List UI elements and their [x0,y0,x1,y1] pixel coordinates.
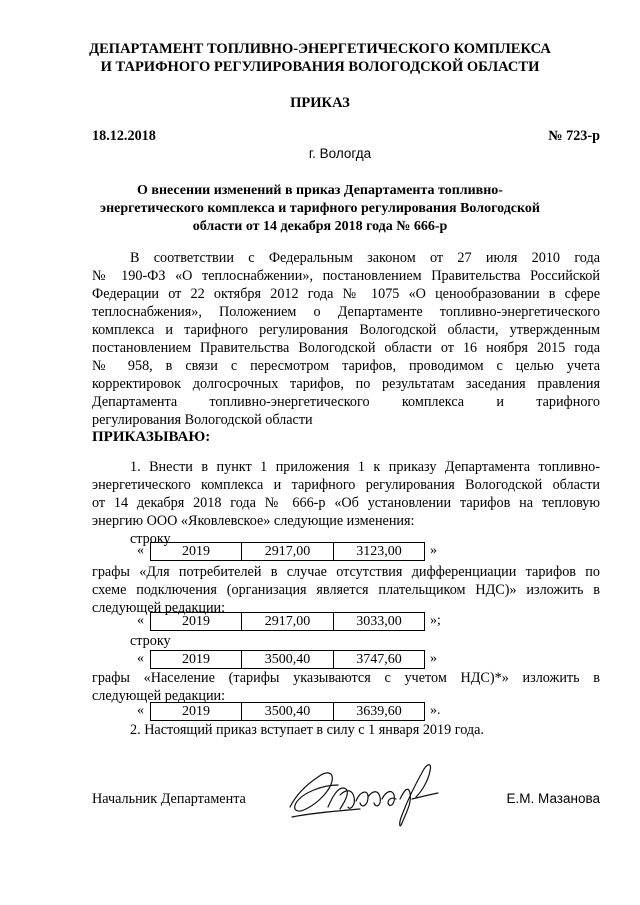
tariff-year: 2019 [151,543,242,561]
close-quote: »; [430,613,441,628]
preamble-line: регулирования Вологодской области [92,412,313,428]
tariff-value-1: 2917,00 [242,613,334,631]
handwritten-signature [282,755,472,830]
city: г. Вологда [308,146,372,161]
item1-line: от 14 декабря 2018 года № 666-р «Об установлении тарифов на тепловую [92,495,600,511]
tariff-value-2: 3639,60 [334,703,425,721]
close-quote: » [430,543,437,558]
tariff-value-1: 2917,00 [242,543,334,561]
title-line3: области от 14 декабря 2018 года № 666-р [192,219,448,234]
department-name-line1: ДЕПАРТАМЕНТ ТОПЛИВНО-ЭНЕРГЕТИЧЕСКОГО КОМПЛЕКСА [89,41,551,57]
preamble-line: постановлением Правительства Вологодской области от 16 ноября 2015 года [92,340,600,356]
tariff-row-3 [150,650,425,669]
department-name-line2: И ТАРИФНОГО РЕГУЛИРОВАНИЯ ВОЛОГОДСКОЙ ОБЛАСТИ [100,59,540,75]
item1-line: энергетического комплекса и тарифного регулирования Вологодской области [92,477,600,493]
preamble-line: Федерации от 22 октября 2012 года № 1075 «О ценообразовании в сфере [92,286,600,302]
item1-line: 1. Внести в пункт 1 приложения 1 к приказу Департамента топливно- [130,459,600,475]
tariff-value-1: 3500,40 [242,703,334,721]
tariff-row-2 [150,612,425,631]
document-date: 18.12.2018 [92,128,156,144]
graph1 [92,563,600,617]
item1-line: энергию ООО «Яковлевское» следующие изменения: [92,513,415,529]
close-quote: » [430,651,437,666]
open-quote: « [137,651,144,666]
tariff-year: 2019 [151,703,242,721]
tariff-year: 2019 [151,651,242,669]
tariff-value-2: 3123,00 [334,543,425,561]
graph1-line: графы «Для потребителей в случае отсутствия дифференциации тарифов по [92,564,600,580]
title-line2: энергетического комплекса и тарифного регулирования Вологодской [100,201,540,216]
preamble-line: В соответствии с Федеральным законом от 27 июля 2010 года [130,250,600,266]
tariff-value-2: 3033,00 [334,613,425,631]
tariff-value-1: 3500,40 [242,651,334,669]
preamble-line: теплоснабжения», Положением о Департаменте топливно-энергетического [92,304,600,320]
graph2-line: графы «Население (тарифы указываются с учетом НДС)*» изложить в [92,670,600,686]
item2: 2. Настоящий приказ вступает в силу с 1 января 2019 года. [130,722,484,738]
preamble-line: Департамента топливно-энергетического комплекса и тарифного [92,394,600,410]
graph1-line: следующей редакции: [92,600,226,616]
tariff-row-4 [150,702,425,721]
order-word: ПРИКАЗЫВАЮ: [92,429,211,445]
title-line1: О внесении изменений в приказ Департамента топливно- [137,183,503,198]
open-quote: « [137,543,144,558]
signatory-name: Е.М. Мазанова [506,791,600,806]
document-type: ПРИКАЗ [290,95,350,111]
preamble-line: № 958, в связи с пересмотром тарифов, проводимом с целью учета [92,358,600,374]
signatory-position: Начальник Департамента [92,791,246,807]
row-word: строку [130,531,171,547]
tariff-year: 2019 [151,613,242,631]
open-quote: « [137,613,144,628]
open-quote: « [137,703,144,718]
graph2-line: следующей редакции: [92,688,226,704]
preamble-line: корректировок долгосрочных тарифов, по результатам заседания правления [92,376,600,392]
item1 [92,458,600,530]
tariff-row-1 [150,542,425,561]
graph1-line: схеме подключения (организация является плательщиком НДС)» изложить в [92,582,600,598]
close-quote: ». [430,703,441,718]
tariff-value-2: 3747,60 [334,651,425,669]
preamble-line: № 190-ФЗ «О теплоснабжении», постановлением Правительства Российской [92,268,600,284]
document-number: № 723-р [548,128,600,144]
preamble [92,249,600,429]
graph2 [92,669,600,705]
preamble-line: комплекса и тарифного регулирования Вологодской области, утвержденным [92,322,600,338]
row-word: строку [130,633,171,649]
